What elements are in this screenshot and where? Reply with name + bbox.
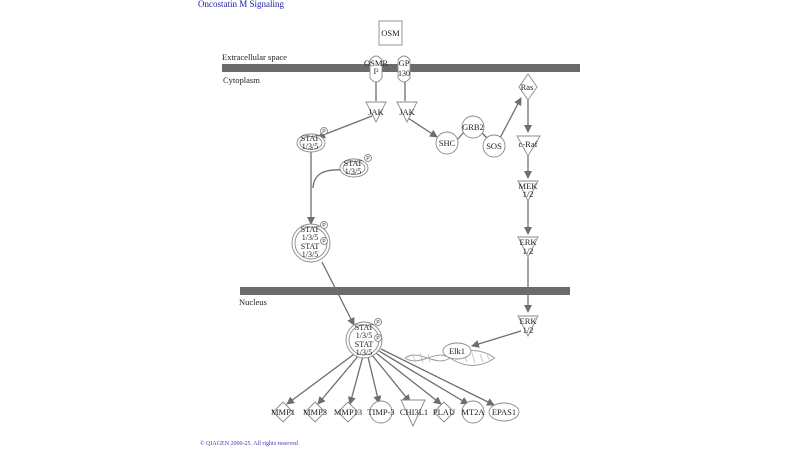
- svg-text:MMP1: MMP1: [270, 407, 296, 417]
- target-timp3[interactable]: [367, 401, 394, 423]
- target-mmp3[interactable]: [303, 402, 327, 422]
- nucleus-label: Nucleus: [239, 297, 267, 307]
- elk1-node[interactable]: [443, 343, 471, 359]
- target-mmp13[interactable]: [334, 402, 362, 422]
- edge-erk-elk1: [472, 331, 521, 346]
- craf-node[interactable]: [517, 136, 540, 156]
- edge-stat-timp3: [368, 357, 379, 403]
- edge-stat-epas1: [381, 349, 494, 405]
- svg-text:P: P: [376, 336, 380, 342]
- stat-node-a[interactable]: [297, 128, 328, 153]
- stat-dimer-nucleus[interactable]: [346, 319, 382, 359]
- grb2-node[interactable]: [462, 116, 484, 138]
- edge-sos-ras: [500, 98, 521, 138]
- stat-node-b[interactable]: [340, 155, 372, 178]
- svg-text:SOS: SOS: [486, 141, 502, 151]
- svg-text:P: P: [366, 156, 370, 162]
- ras-node[interactable]: [519, 74, 537, 100]
- svg-text:1/3/5: 1/3/5: [301, 233, 319, 242]
- svg-text:SHC: SHC: [438, 138, 456, 148]
- target-mt2a[interactable]: [461, 401, 485, 423]
- target-plau[interactable]: [433, 402, 455, 422]
- erk-node-nucleus[interactable]: [518, 316, 538, 336]
- svg-text:P: P: [376, 320, 380, 326]
- svg-text:STAT: STAT: [300, 225, 320, 234]
- svg-text:CHI3L1: CHI3L1: [399, 407, 429, 417]
- svg-text:STAT: STAT: [343, 159, 363, 168]
- svg-text:ERK: ERK: [519, 237, 537, 247]
- svg-text:1/2: 1/2: [522, 189, 534, 199]
- page-title[interactable]: Oncostatin M Signaling: [198, 0, 284, 9]
- svg-text:MMP13: MMP13: [333, 407, 363, 417]
- extracellular-label: Extracellular space: [222, 52, 287, 62]
- svg-text:ERK: ERK: [519, 316, 537, 326]
- shc-node[interactable]: [436, 132, 458, 154]
- sos-node[interactable]: [483, 135, 505, 157]
- stat-dimer-cytoplasm[interactable]: [292, 222, 330, 263]
- svg-text:JAK: JAK: [399, 107, 415, 117]
- svg-text:1/3/5: 1/3/5: [344, 167, 362, 176]
- svg-text:1/3/5: 1/3/5: [355, 331, 373, 340]
- svg-text:1/2: 1/2: [522, 246, 534, 256]
- edge-stat-plau: [376, 353, 441, 404]
- svg-text:OSM: OSM: [381, 28, 400, 38]
- svg-text:STAT: STAT: [300, 134, 320, 143]
- svg-text:STAT: STAT: [300, 242, 320, 251]
- svg-text:MEK: MEK: [518, 181, 538, 191]
- target-mmp1[interactable]: [271, 402, 295, 422]
- svg-text:130: 130: [398, 69, 410, 78]
- svg-text:GRB2: GRB2: [462, 122, 484, 132]
- copyright-notice: © QIAGEN 2000-25. All rights reserved: [200, 441, 298, 447]
- svg-text:GP: GP: [398, 58, 410, 68]
- svg-text:1/3/5: 1/3/5: [301, 142, 319, 151]
- svg-text:I²: I²: [373, 67, 379, 76]
- edge-shc-grb2: [457, 132, 464, 140]
- target-epas1[interactable]: [489, 403, 519, 421]
- edge-stat2-dimer: [313, 170, 342, 188]
- svg-text:EPAS1: EPAS1: [491, 407, 517, 417]
- nuclear-membrane: [240, 287, 570, 295]
- svg-text:1/3/5: 1/3/5: [355, 348, 373, 357]
- jak-node-1[interactable]: [366, 102, 386, 122]
- svg-text:c-Raf: c-Raf: [518, 139, 538, 149]
- svg-text:Ras: Ras: [520, 82, 534, 92]
- svg-text:STAT: STAT: [354, 323, 374, 332]
- svg-text:1/2: 1/2: [522, 325, 534, 335]
- edge-stat-mmp1: [287, 352, 357, 404]
- svg-text:P: P: [322, 223, 326, 229]
- svg-text:TIMP-3: TIMP-3: [367, 407, 395, 417]
- svg-text:1/3/5: 1/3/5: [301, 250, 319, 259]
- osm-node[interactable]: [379, 21, 402, 45]
- svg-text:JAK: JAK: [368, 107, 384, 117]
- gp130-node[interactable]: [398, 56, 410, 82]
- svg-text:MT2A: MT2A: [461, 407, 485, 417]
- svg-text:MMP3: MMP3: [302, 407, 328, 417]
- svg-text:OSMR: OSMR: [363, 58, 389, 68]
- mek-node[interactable]: [518, 181, 538, 201]
- svg-text:Elk1: Elk1: [448, 346, 466, 356]
- svg-text:P: P: [322, 129, 326, 135]
- jak-node-2[interactable]: [397, 102, 417, 122]
- svg-text:STAT: STAT: [354, 340, 374, 349]
- svg-text:P: P: [322, 239, 326, 245]
- cytoplasm-label: Cytoplasm: [223, 75, 260, 85]
- edge-jak-shc: [408, 118, 437, 137]
- erk-node-cytoplasm[interactable]: [518, 237, 538, 257]
- svg-text:PLAU: PLAU: [432, 407, 456, 417]
- edge-stat-mmp3: [318, 354, 360, 404]
- target-chi3l1[interactable]: [400, 400, 428, 426]
